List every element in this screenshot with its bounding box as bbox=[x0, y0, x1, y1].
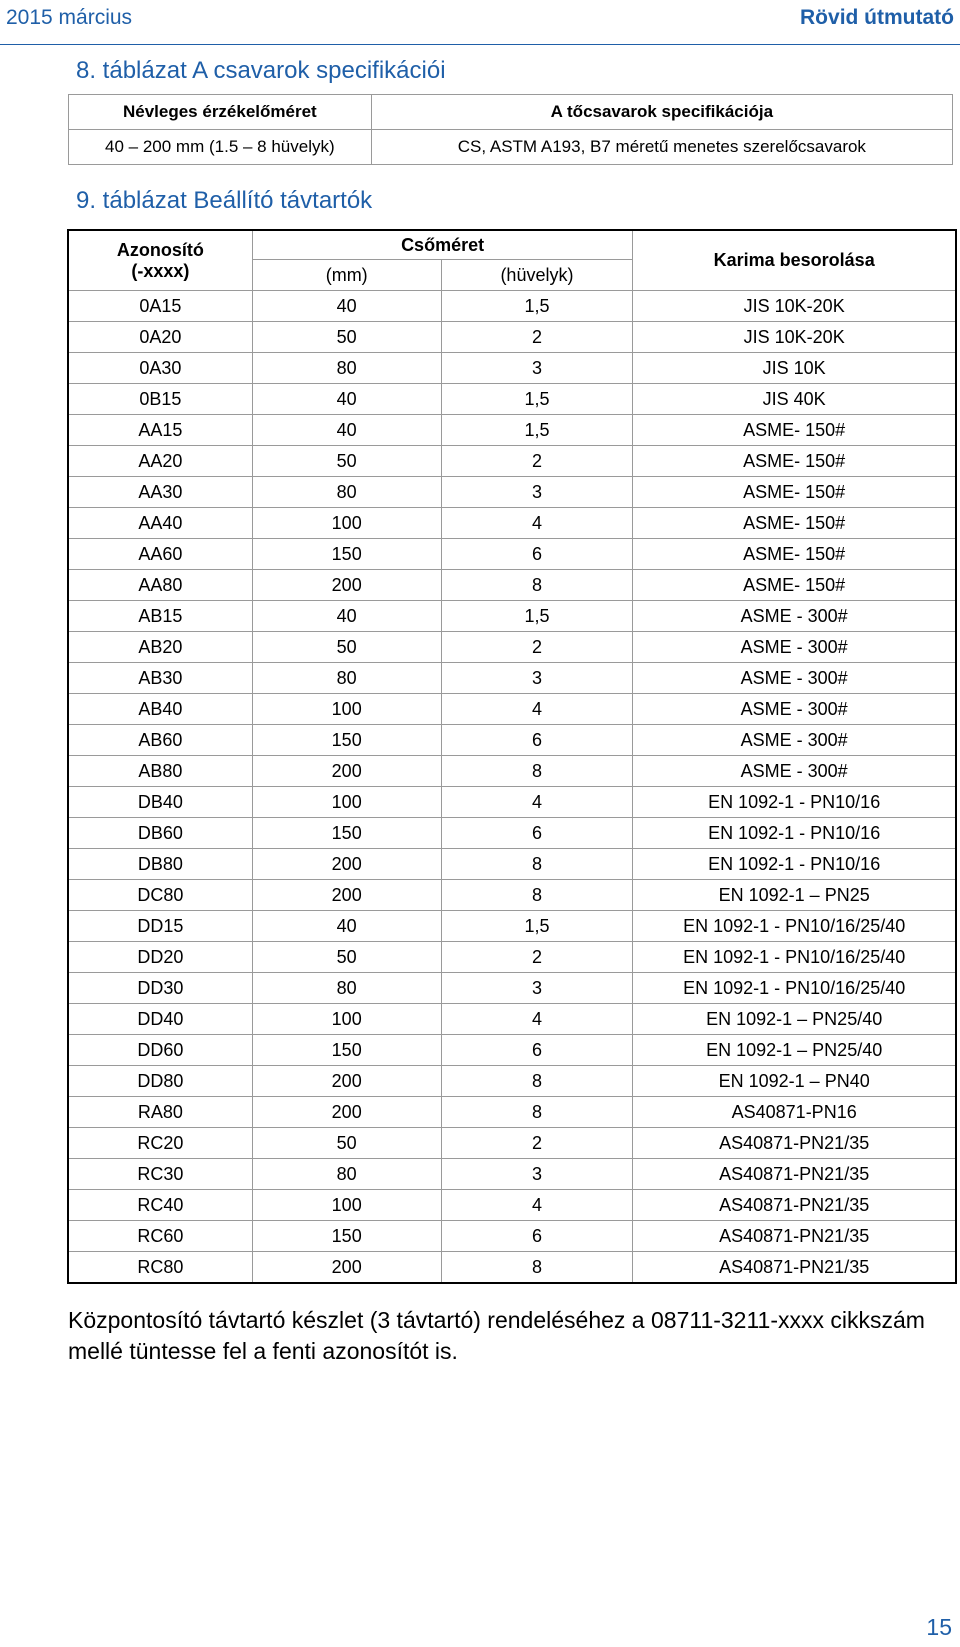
cell-mm: 200 bbox=[252, 1252, 441, 1283]
cell-mm: 100 bbox=[252, 1190, 441, 1221]
cell-mm: 200 bbox=[252, 756, 441, 787]
cell-inch: 3 bbox=[441, 663, 633, 694]
cell-mm: 100 bbox=[252, 1004, 441, 1035]
cell-mm: 200 bbox=[252, 880, 441, 911]
cell-id: DB80 bbox=[69, 849, 253, 880]
cell-mm: 80 bbox=[252, 973, 441, 1004]
table-header-row bbox=[69, 95, 953, 130]
table-row bbox=[69, 1190, 956, 1221]
cell-inch: 2 bbox=[441, 1128, 633, 1159]
header-date: 2015 március bbox=[6, 6, 133, 29]
cell-id: AB60 bbox=[69, 725, 253, 756]
cell-flange: EN 1092-1 - PN10/16 bbox=[633, 787, 956, 818]
cell-mm: 100 bbox=[252, 787, 441, 818]
header-mm: (mm) bbox=[252, 260, 441, 291]
cell-flange: AS40871-PN16 bbox=[633, 1097, 956, 1128]
cell-inch: 3 bbox=[441, 973, 633, 1004]
cell-id: AB20 bbox=[69, 632, 253, 663]
cell-flange: ASME- 150# bbox=[633, 446, 956, 477]
cell-id: DD60 bbox=[69, 1035, 253, 1066]
cell-mm: 80 bbox=[252, 1159, 441, 1190]
table-row bbox=[69, 663, 956, 694]
cell-inch: 1,5 bbox=[441, 415, 633, 446]
cell-flange: EN 1092-1 - PN10/16/25/40 bbox=[633, 911, 956, 942]
cell-inch: 3 bbox=[441, 353, 633, 384]
cell-inch: 6 bbox=[441, 539, 633, 570]
cell-inch: 6 bbox=[441, 1035, 633, 1066]
cell-inch: 6 bbox=[441, 725, 633, 756]
table-row bbox=[69, 942, 956, 973]
cell-flange: EN 1092-1 – PN25/40 bbox=[633, 1035, 956, 1066]
cell-bolt-spec: CS, ASTM A193, B7 méretű menetes szerelőcsavarok bbox=[371, 130, 952, 165]
cell-id: AA60 bbox=[69, 539, 253, 570]
cell-mm: 200 bbox=[252, 1097, 441, 1128]
table-row bbox=[69, 291, 956, 322]
cell-id: AB15 bbox=[69, 601, 253, 632]
cell-inch: 4 bbox=[441, 694, 633, 725]
cell-flange: ASME- 150# bbox=[633, 539, 956, 570]
table8-caption: 8. táblázat A csavarok specifikációi bbox=[76, 57, 446, 84]
cell-flange: AS40871-PN21/35 bbox=[633, 1252, 956, 1283]
cell-flange: EN 1092-1 – PN25/40 bbox=[633, 1004, 956, 1035]
cell-sensor-size: 40 – 200 mm (1.5 – 8 hüvelyk) bbox=[69, 130, 372, 165]
cell-inch: 8 bbox=[441, 1252, 633, 1283]
cell-mm: 200 bbox=[252, 1066, 441, 1097]
cell-mm: 40 bbox=[252, 601, 441, 632]
spacer-table bbox=[68, 230, 956, 1283]
cell-inch: 8 bbox=[441, 1066, 633, 1097]
cell-id: AA30 bbox=[69, 477, 253, 508]
cell-inch: 1,5 bbox=[441, 911, 633, 942]
cell-flange: ASME - 300# bbox=[633, 601, 956, 632]
cell-inch: 8 bbox=[441, 756, 633, 787]
cell-flange: AS40871-PN21/35 bbox=[633, 1190, 956, 1221]
header-title: Rövid útmutató bbox=[800, 6, 954, 29]
table-row bbox=[69, 1252, 956, 1283]
table-row bbox=[69, 353, 956, 384]
cell-id: AB40 bbox=[69, 694, 253, 725]
table-row bbox=[69, 911, 956, 942]
cell-id: DD40 bbox=[69, 1004, 253, 1035]
cell-id: DB40 bbox=[69, 787, 253, 818]
table-row bbox=[69, 632, 956, 663]
table-row bbox=[69, 880, 956, 911]
cell-flange: ASME- 150# bbox=[633, 570, 956, 601]
cell-inch: 3 bbox=[441, 1159, 633, 1190]
cell-inch: 1,5 bbox=[441, 384, 633, 415]
table-row bbox=[69, 1066, 956, 1097]
cell-flange: JIS 10K-20K bbox=[633, 322, 956, 353]
cell-flange: EN 1092-1 - PN10/16 bbox=[633, 818, 956, 849]
table-row bbox=[69, 570, 956, 601]
table-row bbox=[69, 1221, 956, 1252]
cell-id: DD20 bbox=[69, 942, 253, 973]
cell-flange: ASME - 300# bbox=[633, 694, 956, 725]
table-row bbox=[69, 694, 956, 725]
cell-inch: 6 bbox=[441, 818, 633, 849]
cell-flange: EN 1092-1 – PN25 bbox=[633, 880, 956, 911]
cell-flange: JIS 10K-20K bbox=[633, 291, 956, 322]
header-sensor-size: Névleges érzékelőméret bbox=[69, 95, 372, 130]
cell-flange: JIS 10K bbox=[633, 353, 956, 384]
cell-id: RC30 bbox=[69, 1159, 253, 1190]
header-flange-rating: Karima besorolása bbox=[633, 231, 956, 291]
cell-flange: EN 1092-1 – PN40 bbox=[633, 1066, 956, 1097]
cell-inch: 8 bbox=[441, 570, 633, 601]
cell-mm: 100 bbox=[252, 508, 441, 539]
cell-flange: ASME - 300# bbox=[633, 663, 956, 694]
cell-inch: 8 bbox=[441, 880, 633, 911]
cell-mm: 150 bbox=[252, 725, 441, 756]
cell-mm: 200 bbox=[252, 849, 441, 880]
table-row bbox=[69, 849, 956, 880]
cell-inch: 2 bbox=[441, 446, 633, 477]
cell-inch: 2 bbox=[441, 942, 633, 973]
table-row bbox=[69, 539, 956, 570]
cell-id: RC20 bbox=[69, 1128, 253, 1159]
cell-inch: 2 bbox=[441, 632, 633, 663]
table-row bbox=[69, 1004, 956, 1035]
table-row bbox=[69, 1035, 956, 1066]
cell-mm: 50 bbox=[252, 942, 441, 973]
table-row bbox=[69, 973, 956, 1004]
cell-flange: ASME - 300# bbox=[633, 632, 956, 663]
cell-flange: AS40871-PN21/35 bbox=[633, 1221, 956, 1252]
table-row bbox=[69, 756, 956, 787]
cell-flange: EN 1092-1 - PN10/16/25/40 bbox=[633, 973, 956, 1004]
cell-id: AA20 bbox=[69, 446, 253, 477]
table9-caption: 9. táblázat Beállító távtartók bbox=[76, 187, 373, 214]
table-row bbox=[69, 725, 956, 756]
cell-flange: EN 1092-1 - PN10/16/25/40 bbox=[633, 942, 956, 973]
header-divider bbox=[0, 44, 960, 45]
cell-mm: 50 bbox=[252, 322, 441, 353]
table-row bbox=[69, 818, 956, 849]
cell-mm: 80 bbox=[252, 477, 441, 508]
cell-inch: 3 bbox=[441, 477, 633, 508]
cell-inch: 4 bbox=[441, 508, 633, 539]
cell-id: RC60 bbox=[69, 1221, 253, 1252]
cell-inch: 4 bbox=[441, 1190, 633, 1221]
cell-id: AA40 bbox=[69, 508, 253, 539]
table-row bbox=[69, 477, 956, 508]
cell-inch: 6 bbox=[441, 1221, 633, 1252]
cell-inch: 1,5 bbox=[441, 291, 633, 322]
cell-id: 0A30 bbox=[69, 353, 253, 384]
cell-flange: EN 1092-1 - PN10/16 bbox=[633, 849, 956, 880]
cell-inch: 8 bbox=[441, 1097, 633, 1128]
cell-mm: 100 bbox=[252, 694, 441, 725]
cell-mm: 150 bbox=[252, 539, 441, 570]
cell-mm: 150 bbox=[252, 1035, 441, 1066]
cell-mm: 150 bbox=[252, 1221, 441, 1252]
cell-id: AA15 bbox=[69, 415, 253, 446]
cell-id: AB30 bbox=[69, 663, 253, 694]
cell-inch: 2 bbox=[441, 322, 633, 353]
cell-mm: 50 bbox=[252, 446, 441, 477]
table-row bbox=[69, 322, 956, 353]
page-header bbox=[0, 0, 960, 46]
cell-id: 0A20 bbox=[69, 322, 253, 353]
cell-id: AB80 bbox=[69, 756, 253, 787]
table-row bbox=[69, 508, 956, 539]
cell-mm: 40 bbox=[252, 415, 441, 446]
cell-id: AA80 bbox=[69, 570, 253, 601]
cell-mm: 40 bbox=[252, 291, 441, 322]
cell-id: RA80 bbox=[69, 1097, 253, 1128]
cell-mm: 150 bbox=[252, 818, 441, 849]
cell-mm: 200 bbox=[252, 570, 441, 601]
cell-flange: AS40871-PN21/35 bbox=[633, 1128, 956, 1159]
cell-flange: ASME- 150# bbox=[633, 477, 956, 508]
table-row bbox=[69, 1159, 956, 1190]
table-header-row bbox=[69, 231, 956, 260]
cell-mm: 80 bbox=[252, 663, 441, 694]
cell-id: DD30 bbox=[69, 973, 253, 1004]
cell-id: 0A15 bbox=[69, 291, 253, 322]
cell-flange: ASME- 150# bbox=[633, 508, 956, 539]
cell-flange: ASME - 300# bbox=[633, 725, 956, 756]
header-bolt-spec: A tőcsavarok specifikációja bbox=[371, 95, 952, 130]
cell-id: DB60 bbox=[69, 818, 253, 849]
spacer-table-body bbox=[69, 291, 956, 1283]
header-id: Azonosító (-xxxx) bbox=[69, 231, 253, 291]
page-number: 15 bbox=[926, 1614, 952, 1640]
table-row bbox=[69, 601, 956, 632]
cell-inch: 4 bbox=[441, 787, 633, 818]
cell-id: RC80 bbox=[69, 1252, 253, 1283]
table-row bbox=[69, 1128, 956, 1159]
cell-flange: ASME- 150# bbox=[633, 415, 956, 446]
cell-id: DC80 bbox=[69, 880, 253, 911]
cell-id: RC40 bbox=[69, 1190, 253, 1221]
cell-inch: 4 bbox=[441, 1004, 633, 1035]
cell-id: DD15 bbox=[69, 911, 253, 942]
cell-mm: 50 bbox=[252, 1128, 441, 1159]
table-row bbox=[69, 787, 956, 818]
cell-mm: 80 bbox=[252, 353, 441, 384]
table-row bbox=[69, 415, 956, 446]
cell-mm: 50 bbox=[252, 632, 441, 663]
header-pipe-size: Csőméret bbox=[252, 231, 633, 260]
cell-inch: 8 bbox=[441, 849, 633, 880]
header-inch: (hüvelyk) bbox=[441, 260, 633, 291]
cell-id: DD80 bbox=[69, 1066, 253, 1097]
cell-id: 0B15 bbox=[69, 384, 253, 415]
bolt-spec-table bbox=[68, 94, 953, 165]
table-row bbox=[69, 1097, 956, 1128]
table-row bbox=[69, 446, 956, 477]
cell-mm: 40 bbox=[252, 384, 441, 415]
ordering-note: Központosító távtartó készlet (3 távtartó) rendeléséhez a 08711-3211-xxxx cikkszám mellé tüntesse fel a fenti azonosítót is. bbox=[68, 1307, 925, 1364]
cell-flange: JIS 40K bbox=[633, 384, 956, 415]
cell-mm: 40 bbox=[252, 911, 441, 942]
table-row bbox=[69, 384, 956, 415]
cell-flange: AS40871-PN21/35 bbox=[633, 1159, 956, 1190]
cell-inch: 1,5 bbox=[441, 601, 633, 632]
cell-flange: ASME - 300# bbox=[633, 756, 956, 787]
table-row bbox=[69, 130, 953, 165]
